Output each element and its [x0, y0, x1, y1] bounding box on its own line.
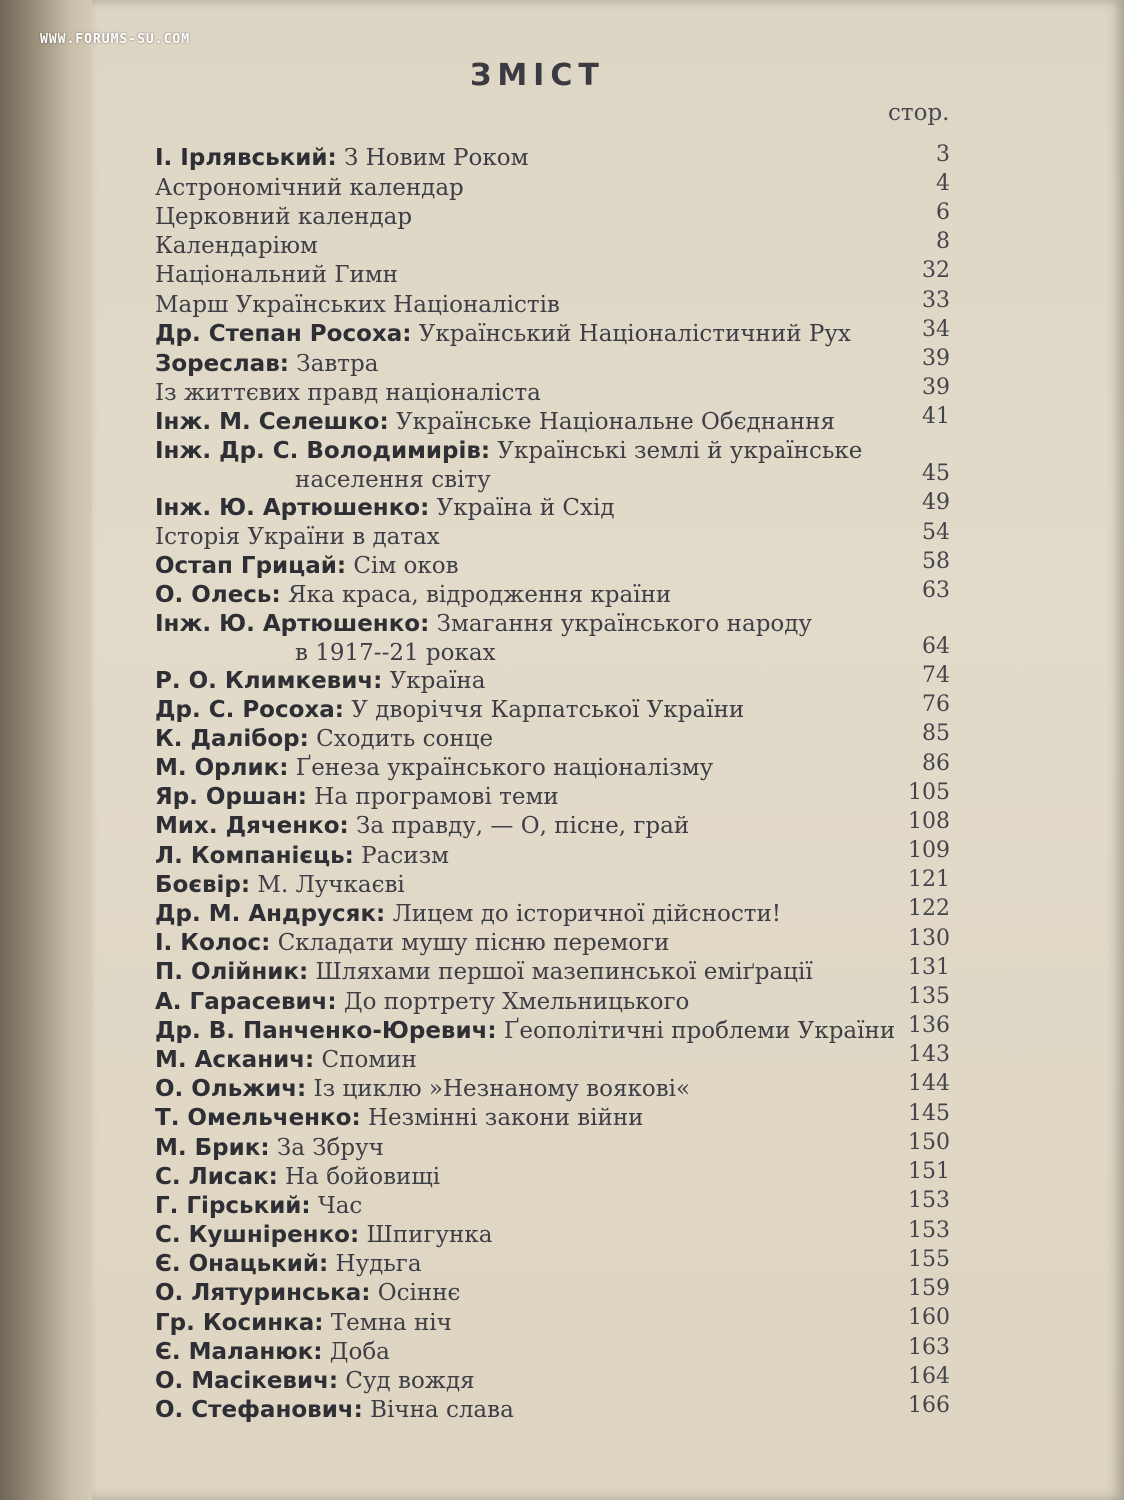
toc-entry-author: Р. О. Климкевич:	[155, 668, 383, 694]
toc-entry-title: Сім оков	[353, 553, 459, 579]
toc-entry-page-number: 63	[922, 578, 950, 603]
toc-entry-author: С. Лисак:	[155, 1164, 278, 1190]
toc-entry-page-number: 39	[922, 375, 950, 400]
toc-entry	[155, 523, 885, 552]
toc-entry-title: Спомин	[321, 1047, 417, 1073]
toc-entry	[155, 783, 885, 812]
toc-entry-author: Зореслав:	[155, 351, 289, 377]
toc-entry	[155, 494, 885, 523]
toc-entry	[155, 871, 885, 900]
toc-entry-author: Т. Омельченко:	[155, 1105, 361, 1131]
toc-entry-title: Календаріюм	[155, 233, 318, 259]
toc-entry	[155, 988, 885, 1017]
toc-entry-title: На бойовищі	[285, 1164, 441, 1190]
toc-entry-page-number: 105	[908, 780, 950, 805]
toc-entry-page-number: 144	[908, 1071, 950, 1096]
toc-entry	[155, 842, 885, 871]
toc-entry-title: Суд вождя	[345, 1368, 475, 1394]
toc-entry	[155, 1221, 885, 1250]
toc-entry-author: С. Кушніренко:	[155, 1222, 360, 1248]
toc-entry-author: К. Далібор:	[155, 726, 309, 752]
toc-entry-page-number: 108	[908, 809, 950, 834]
toc-entry-author: Яр. Оршан:	[155, 784, 307, 810]
toc-entry-title: Марш Українських Націоналістів	[155, 292, 560, 318]
toc-entry-title: Яка краса, відродження країни	[287, 582, 672, 608]
toc-entry-page-number: 164	[908, 1364, 950, 1389]
toc-entry	[155, 174, 885, 203]
toc-entry	[155, 1163, 885, 1192]
toc-entry-author: О. Лятуринська:	[155, 1280, 371, 1306]
toc-entry-page-number: 45	[922, 461, 950, 486]
toc-entry-page-number: 159	[908, 1276, 950, 1301]
toc-entry-page-number: 153	[908, 1218, 950, 1243]
toc-entry	[155, 958, 885, 987]
toc-entry-page-number: 153	[908, 1188, 950, 1213]
toc-entry-title: За правду, — О, пісне, грай	[356, 813, 690, 839]
toc-entry	[155, 1250, 885, 1279]
toc-entry	[155, 610, 885, 668]
toc-entry-title: До портрету Хмельницького	[343, 989, 690, 1015]
toc-entry-title: Шпигунка	[366, 1222, 493, 1248]
toc-entry-page-number: 136	[908, 1013, 950, 1038]
toc-entry-title: Українське Національне Обєднання	[396, 409, 835, 435]
toc-entry-title: Осіннє	[377, 1280, 461, 1306]
toc-entry-page-number: 121	[908, 867, 950, 892]
toc-entry-title: Расизм	[361, 843, 450, 869]
toc-entry-title: М. Лучкаєві	[257, 872, 405, 898]
toc-entry-title: Нудьга	[335, 1251, 422, 1277]
toc-entry-author: Др. С. Росоха:	[155, 697, 344, 723]
toc-entry-page-number: 85	[922, 721, 950, 746]
toc-entry-title: Українські землі й українське	[497, 438, 863, 464]
toc-entry-page-number: 76	[922, 692, 950, 717]
toc-entry-author: Інж. Ю. Артюшенко:	[155, 611, 430, 637]
toc-entry-page-number: 39	[922, 346, 950, 371]
toc-entry-author: Є. Онацький:	[155, 1251, 329, 1277]
toc-entry-title: Завтра	[296, 351, 379, 377]
toc-entry	[155, 408, 885, 437]
toc-entry-page-number: 143	[908, 1042, 950, 1067]
toc-entry	[155, 437, 885, 495]
toc-entry	[155, 1046, 885, 1075]
toc-entry	[155, 1075, 885, 1104]
toc-entry-author: М. Брик:	[155, 1135, 270, 1161]
toc-entry-title-continued: в 1917--21 роках	[295, 640, 496, 666]
toc-entry-page-number: 86	[922, 751, 950, 776]
toc-entry-author: М. Асканич:	[155, 1047, 315, 1073]
toc-entry-title: Сходить сонце	[316, 726, 494, 752]
toc-entry-title: Ґенеза українського націоналізму	[295, 755, 714, 781]
toc-entry-title: Вічна слава	[370, 1397, 514, 1423]
page-title: ЗМІСТ	[470, 58, 605, 93]
toc-entry-page-number: 6	[936, 200, 950, 225]
toc-entry-author: О. Ольжич:	[155, 1076, 307, 1102]
toc-entry-author: Мих. Дяченко:	[155, 813, 349, 839]
toc-entry-author: Др. М. Андрусяк:	[155, 901, 386, 927]
page-column-header: стор.	[888, 100, 950, 126]
toc-entry-title: Змагання українського народу	[436, 611, 812, 637]
toc-entry-page-number: 8	[936, 229, 950, 254]
toc-entry	[155, 900, 885, 929]
toc-entry	[155, 1338, 885, 1367]
toc-entry-title: Шляхами першої мазепинської еміґрації	[315, 959, 813, 985]
watermark: WWW.FORUMS-SU.COM	[40, 32, 191, 47]
toc-entry	[155, 1192, 885, 1221]
toc-entry-author: І. Ірлявський:	[155, 145, 337, 171]
toc-entry-title: Час	[317, 1193, 363, 1219]
toc-entry-title: Ґеополітичні проблеми України	[503, 1018, 896, 1044]
toc-entry-title: Незмінні закони війни	[367, 1105, 644, 1131]
toc-entry-title: На програмові теми	[314, 784, 559, 810]
toc-entry	[155, 203, 885, 232]
toc-entry-title: Лицем до історичної дійсности!	[392, 901, 782, 927]
toc-entry	[155, 350, 885, 379]
toc-entry-author: А. Гарасевич:	[155, 989, 337, 1015]
toc-entry-page-number: 41	[922, 404, 950, 429]
toc-entry-author: І. Колос:	[155, 930, 271, 956]
toc-entry-title: За Збруч	[276, 1135, 384, 1161]
toc-entry-page-number: 4	[936, 171, 950, 196]
toc-entry-title: З Новим Роком	[344, 145, 529, 171]
toc-entry-author: Є. Маланюк:	[155, 1339, 323, 1365]
toc-entry	[155, 144, 885, 173]
toc-entry-page-number: 34	[922, 317, 950, 342]
toc-entry-page-number: 155	[908, 1247, 950, 1272]
toc-entry-page-number: 166	[908, 1393, 950, 1418]
toc-entry-page-number: 145	[908, 1101, 950, 1126]
toc-entry-page-number: 33	[922, 288, 950, 313]
toc-entry-title: Складати мушу пісню перемоги	[277, 930, 670, 956]
toc-entry	[155, 291, 885, 320]
toc-entry-title: Доба	[329, 1339, 390, 1365]
toc-entry	[155, 379, 885, 408]
toc-entry-page-number: 49	[922, 490, 950, 515]
toc-entry	[155, 1134, 885, 1163]
toc-entry-author: Др. Степан Росоха:	[155, 321, 412, 347]
toc-entry-title: Національний Гимн	[155, 262, 399, 288]
toc-entry-page-number: 130	[908, 926, 950, 951]
toc-entry-page-number: 122	[908, 896, 950, 921]
toc-entry-page-number: 131	[908, 955, 950, 980]
toc-entry-author: П. Олійник:	[155, 959, 309, 985]
toc-entry	[155, 1309, 885, 1338]
toc-entry	[155, 552, 885, 581]
toc-entry-title: Україна й Схід	[436, 495, 615, 521]
toc-entry-title: Церковний календар	[155, 204, 413, 230]
toc-entry	[155, 812, 885, 841]
toc-entry-author: Інж. М. Селешко:	[155, 409, 389, 435]
toc-entry	[155, 232, 885, 261]
toc-entry	[155, 1104, 885, 1133]
toc-entry-author: Гр. Косинка:	[155, 1310, 324, 1336]
toc-entry-author: Остап Грицай:	[155, 553, 347, 579]
toc-entry-title: Астрономічний календар	[155, 175, 464, 201]
toc-entry-author: Інж. Ю. Артюшенко:	[155, 495, 430, 521]
toc-entry-author: Л. Компанієць:	[155, 843, 354, 869]
toc-entry	[155, 581, 885, 610]
toc-entry	[155, 261, 885, 290]
toc-entry-page-number: 74	[922, 663, 950, 688]
toc-entry	[155, 929, 885, 958]
toc-entry-page-number: 163	[908, 1335, 950, 1360]
toc-entry-page-number: 64	[922, 634, 950, 659]
toc-entry-title: У дворіччя Карпатської України	[351, 697, 745, 723]
toc-entry-author: О. Стефанович:	[155, 1397, 363, 1423]
toc-entry-author: О. Олесь:	[155, 582, 281, 608]
toc-entry	[155, 725, 885, 754]
toc-entry-title: Із життєвих правд націоналіста	[155, 380, 541, 406]
toc-entry	[155, 754, 885, 783]
toc-entry-page-number: 54	[922, 520, 950, 545]
toc-entry-page-number: 109	[908, 838, 950, 863]
toc-entry-page-number: 32	[922, 258, 950, 283]
toc-entry-author: Др. В. Панченко-Юревич:	[155, 1018, 497, 1044]
toc-entry-title: Україна	[389, 668, 486, 694]
toc-entry-author: Інж. Др. С. Володимирів:	[155, 438, 491, 464]
toc-entry-page-number: 151	[908, 1159, 950, 1184]
toc-entry-author: Боєвір:	[155, 872, 251, 898]
toc-entry	[155, 1279, 885, 1308]
toc-entry-page-number: 160	[908, 1305, 950, 1330]
toc-entry-page-number: 3	[936, 142, 950, 167]
toc-entry-title: Із циклю »Незнаному воякові«	[313, 1076, 691, 1102]
toc-entry	[155, 1367, 885, 1396]
toc-entry-title-continued: населення світу	[295, 467, 491, 493]
toc-entry-page-number: 150	[908, 1130, 950, 1155]
toc-entry-title: Історія України в датах	[155, 524, 440, 550]
toc-entry-author: Г. Гірський:	[155, 1193, 311, 1219]
toc-entry-author: О. Масікевич:	[155, 1368, 339, 1394]
toc-entry	[155, 696, 885, 725]
toc-entry-page-number: 135	[908, 984, 950, 1009]
toc-entry-author: М. Орлик:	[155, 755, 289, 781]
toc-entry-title: Темна ніч	[330, 1310, 452, 1336]
toc-entry	[155, 1017, 896, 1046]
toc-entry	[155, 320, 885, 349]
toc-entry-title: Український Націоналістичний Рух	[418, 321, 851, 347]
toc-entry	[155, 1396, 885, 1425]
toc-entry-page-number: 58	[922, 549, 950, 574]
toc-entry	[155, 667, 885, 696]
